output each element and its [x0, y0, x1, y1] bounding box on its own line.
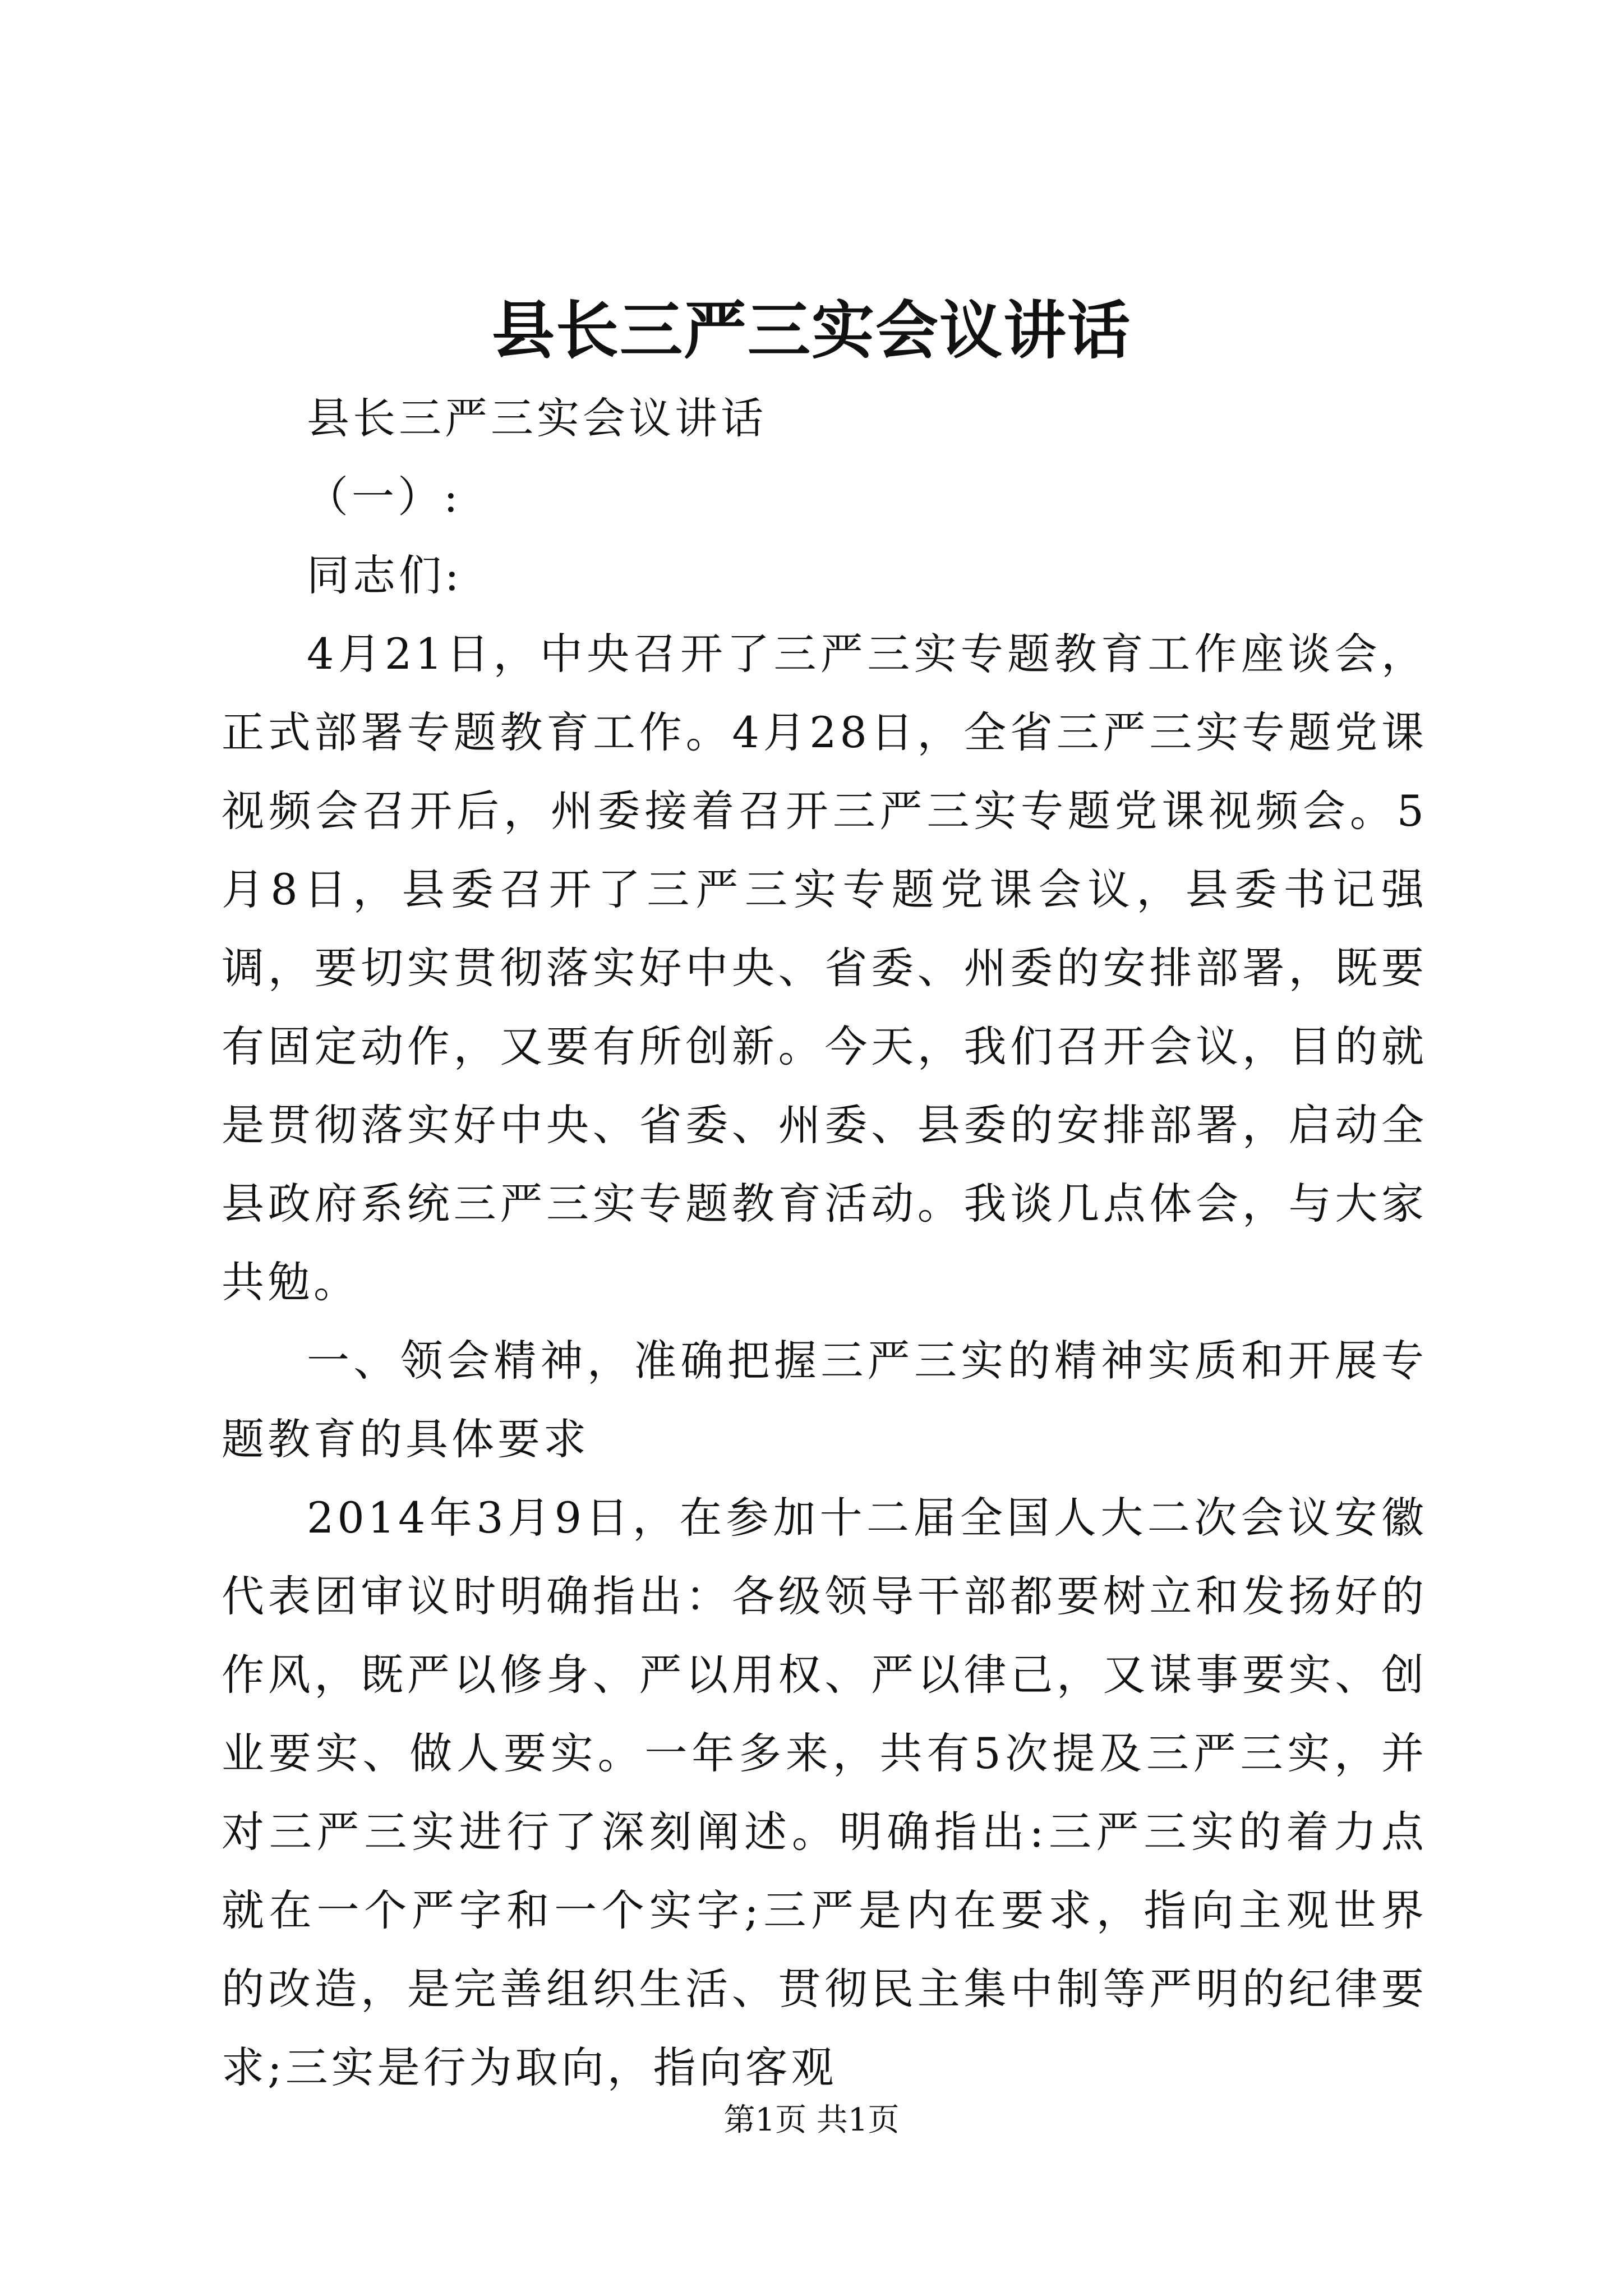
paragraph-salutation: 同志们: — [307, 550, 463, 600]
paragraph-section-number: （一）: — [306, 472, 462, 522]
page-footer: 第1页 共1页 — [723, 2102, 900, 2138]
document-title: 县长三严三实会议讲话 — [492, 294, 1131, 367]
paragraph-heading-one: 一、领会精神，准确把握三严三实的精神实质和开展专题教育的具体要求 — [222, 1336, 1427, 1464]
paragraph-intro: 4月21日，中央召开了三严三实专题教育工作座谈会，正式部署专题教育工作。4月28日，全省三严三实专题党课视频会召开后，州委接着召开三严三实专题党课视频会。5月8日，县委召开了三严三实专题党课会议，县委书记强调，要切实贯彻落实好中央、省委、州委的安排部署，既要有固定动作，又要有所创新。今天，我们召开会议，目的就是贯彻落实好中央、省委、州委、县委的安排部署，启动全县政府系统三严三实专题教育活动。我谈几点体会，与大家共勉。 — [222, 629, 1427, 1307]
paragraph-body: 2014年3月9日，在参加十二届全国人大二次会议安徽代表团审议时明确指出：各级领导干部都要树立和发扬好的作风，既严以修身、严以用权、严以律己，又谋事要实、创业要实、做人要实。一年多来，共有5次提及三严三实，并对三严三实进行了深刻阐述。明确指出:三严三实的着力点就在一个严字和一个实字;三严是内在要求，指向主观世界的改造，是完善组织生活、贯彻民主集中制等严明的纪律要求;三实是行为取向，指向客观 — [222, 1493, 1427, 2092]
document-body — [222, 379, 1427, 2107]
paragraph-subtitle: 县长三严三实会议讲话 — [307, 393, 767, 443]
